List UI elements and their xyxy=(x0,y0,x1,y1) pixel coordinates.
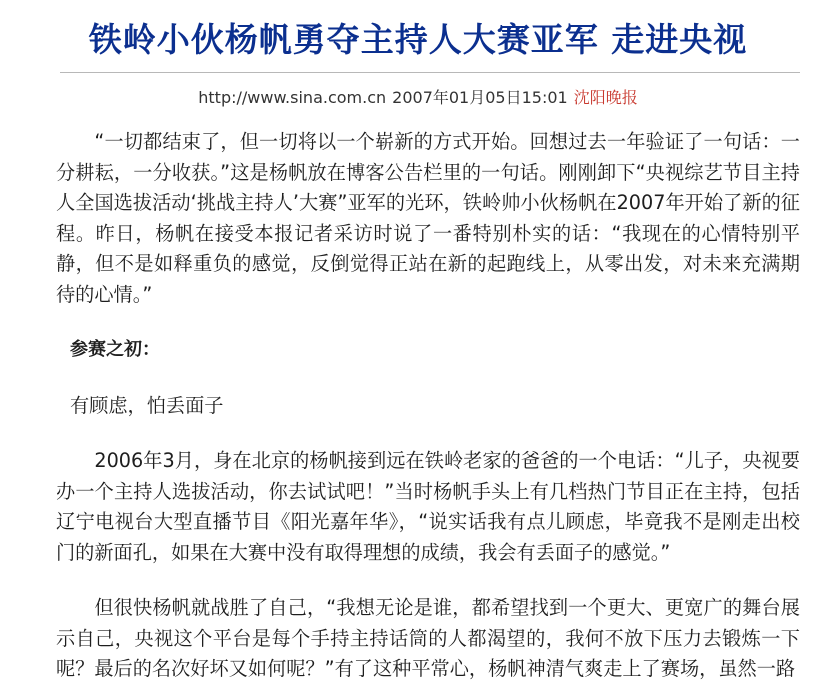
section-heading: 参赛之初： xyxy=(70,339,160,360)
paragraph-intro: “一切都结束了，但一切将以一个崭新的方式开始。回想过去一年验证了一句话：一分耕耘，一分收获。”这是杨帆放在博客公告栏里的一句话。刚刚卸下“央视综艺节目主持人全国选拔活动‘挑战主持人’大赛”亚军的光环，铁岭帅小伙杨帆在2007年开始了新的征程。昨日，杨帆在接受本报记者采访时说了一番特别朴实的话：“我现在的心情特别平静，但不是如释重负的感觉，反倒觉得正站在新的起跑线上，从零出发，对未来充满期待的心情。” xyxy=(56,130,800,306)
article-source-line xyxy=(0,86,836,110)
title-divider xyxy=(60,72,800,73)
paragraph-overcome: 但很快杨帆就战胜了自己，“我想无论是谁，都希望找到一个更大、更宽广的舞台展示自己，央视这个平台是每个手持主持话筒的人都渴望的，我何不放下压力去锻炼一下呢？最后的名次好坏又如何呢？”有了这种平常心，杨帆神清气爽走上了赛场，虽然一路 xyxy=(56,596,800,680)
source-url-link[interactable]: http://www.sina.com.cn xyxy=(198,88,387,107)
source-paper-link[interactable]: 沈阳晚报 xyxy=(573,88,638,107)
section-subheading: 有顾虑，怕丢面子 xyxy=(70,393,224,417)
article-title: 铁岭小伙杨帆勇夺主持人大赛亚军 走进央视 xyxy=(88,20,748,59)
article-body xyxy=(56,127,800,685)
publish-datetime: 2007年01月05日15:01 xyxy=(392,88,568,107)
paragraph-phone-call: 2006年3月，身在北京的杨帆接到远在铁岭老家的爸爸的一个电话：“儿子，央视要办一个主持人选拔活动，你去试试吧！”当时杨帆手头上有几档热门节目正在主持，包括辽宁电视台大型直播节目《阳光嘉年华》，“说实话我有点儿顾虑，毕竟我不是刚走出校门的新面孔，如果在大赛中没有取得理想的成绩，我会有丢面子的感觉。” xyxy=(56,449,800,564)
